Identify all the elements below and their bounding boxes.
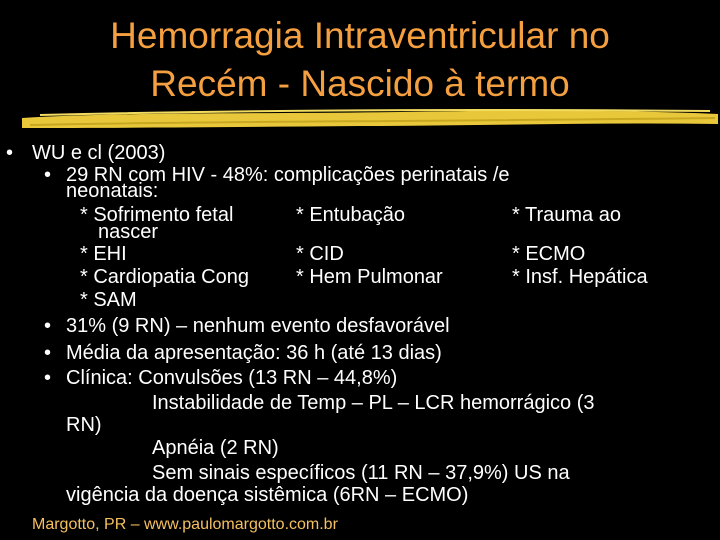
clinical-apnea: Apnéia (2 RN) [152,437,279,459]
complication-sam: * SAM [80,289,137,311]
clinical-convulsions: Clínica: Convulsões (13 RN – 44,8%) [66,367,398,389]
complication-entubacao: * Entubação [296,204,405,226]
hiv-cases-text: 29 RN com HIV - 48%: complicações perinatais /e [66,164,510,186]
complication-trauma: * Trauma ao [512,204,621,226]
study-reference: WU e cl (2003) [32,142,166,164]
clinical-no-specific-signs: Sem sinais específicos (11 RN – 37,9%) US na [152,462,570,484]
bullet-hiv-marker: • [44,164,52,186]
bullet-clinica-marker: • [44,367,52,389]
complication-insf-hepatica: * Insf. Hepática [512,266,648,288]
title-line-2: Recém - Nascido à termo [150,63,570,104]
footer-credit: Margotto, PR – www.paulomargotto.com.br [32,516,338,533]
bullet-media-marker: • [44,342,52,364]
no-adverse-event-text: 31% (9 RN) – nenhum evento desfavorável [66,315,450,337]
clinical-systemic-disease: vigência da doença sistêmica (6RN – ECMO) [66,484,469,506]
clinical-instability: Instabilidade de Temp – PL – LCR hemorrágico (3 [152,392,595,414]
hiv-cases-text-cont: neonatais: [66,180,159,202]
title-underline [0,0,720,140]
complication-trauma-cont: nascer [98,221,159,243]
complication-sofrimento-fetal: * Sofrimento fetal [80,204,234,226]
clinical-instability-cont: RN) [66,414,102,436]
bullet-study-marker: • [6,142,14,164]
complication-cid: * CID [296,243,344,265]
complication-ecmo: * ECMO [512,243,586,265]
complication-hem-pulmonar: * Hem Pulmonar [296,266,443,288]
mean-presentation-text: Média da apresentação: 36 h (até 13 dias) [66,342,442,364]
complication-cardiopatia: * Cardiopatia Cong [80,266,249,288]
complication-ehi: * EHI [80,243,127,265]
title-line-1: Hemorragia Intraventricular no [110,15,610,56]
bullet-pct-marker: • [44,315,52,337]
